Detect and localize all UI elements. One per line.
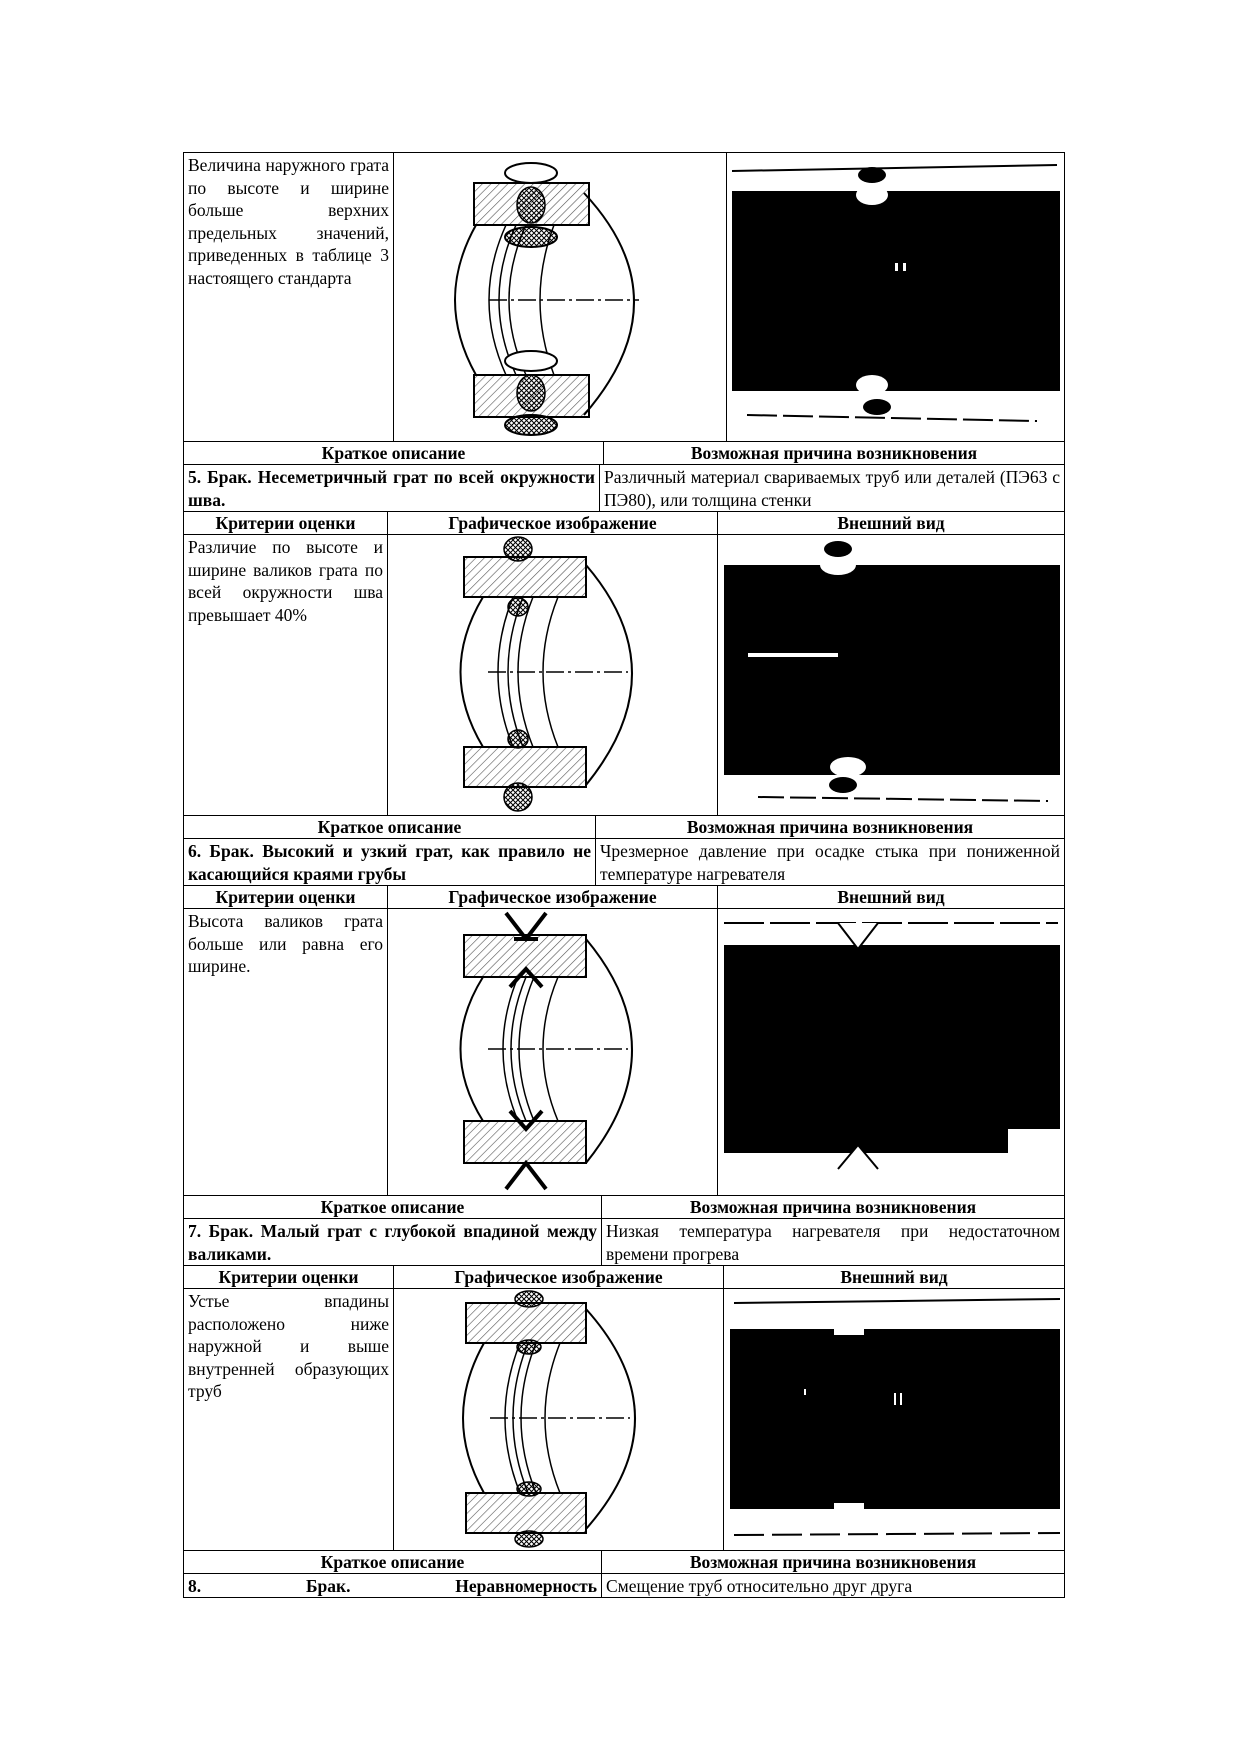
col-view-header: Внешний вид <box>837 887 945 907</box>
desc-row-8 <box>183 1574 1065 1598</box>
cause-header: Возможная причина возникновения <box>690 443 978 463</box>
header-row-5 <box>183 442 1065 465</box>
defect-title: 7. Брак. Малый грат с глубокой впадиной между валиками. <box>184 1219 602 1265</box>
weld-bead-diagram <box>394 1289 724 1550</box>
criteria-text: Различие по высоте и ширине валиков грата по всей окружности шва превышает 40% <box>184 535 388 815</box>
defect-title: 6. Брак. Высокий и узкий грат, как правило не касающийся краями грубы <box>184 839 596 885</box>
col-graphic-header: Графическое изображение <box>394 1266 724 1288</box>
desc-header: Краткое описание <box>184 442 604 464</box>
weld-bead-diagram <box>388 909 718 1195</box>
weld-bead-diagram <box>388 535 718 815</box>
criteria-row-6 <box>183 909 1065 1196</box>
col-header-row-5 <box>183 512 1065 535</box>
desc-row-5 <box>183 465 1065 512</box>
graphic-cell <box>388 909 718 1195</box>
criteria-text: Устье впадины расположено ниже наружной и выше внутренней образующих труб <box>184 1289 394 1550</box>
header-row-7 <box>183 1196 1065 1219</box>
criteria-row-7 <box>183 1289 1065 1551</box>
defect-cause: Низкая температура нагревателя при недостаточном времени прогрева <box>606 1221 1060 1264</box>
cause-header: Возможная причина возникновения <box>686 817 974 837</box>
graphic-cell <box>394 153 727 441</box>
photo-cell <box>724 1289 1064 1550</box>
photo-cell <box>718 535 1064 815</box>
criteria-text: Величина наружного грата по высоте и ширине больше верхних предельных значений, приведенных в таблице 3 настоящего стандарта <box>184 153 394 441</box>
graphic-cell <box>388 535 718 815</box>
desc-row-7 <box>183 1219 1065 1266</box>
desc-header: Краткое описание <box>184 816 596 838</box>
defect-title: 8. Брак. Неравномерность <box>184 1574 602 1597</box>
photo-cell <box>718 909 1064 1195</box>
defects-table <box>183 152 1065 1598</box>
col-criteria-header: Критерии оценки <box>184 886 388 908</box>
desc-header: Краткое описание <box>184 1551 602 1573</box>
col-criteria-header: Критерии оценки <box>184 512 388 534</box>
pipe-photo <box>724 1289 1064 1550</box>
pipe-photo <box>718 535 1064 815</box>
col-view-header: Внешний вид <box>837 513 945 533</box>
desc-header: Краткое описание <box>184 1196 602 1218</box>
col-view-header: Внешний вид <box>840 1267 948 1287</box>
graphic-cell <box>394 1289 724 1550</box>
desc-row-6 <box>183 839 1065 886</box>
pipe-photo <box>727 153 1064 441</box>
header-row-8 <box>183 1551 1065 1574</box>
col-graphic-header: Графическое изображение <box>388 886 718 908</box>
col-header-row-6 <box>183 886 1065 909</box>
header-row-6 <box>183 816 1065 839</box>
col-header-row-7 <box>183 1266 1065 1289</box>
weld-bead-diagram <box>394 153 727 441</box>
cause-header: Возможная причина возникновения <box>689 1197 977 1217</box>
criteria-row-5 <box>183 535 1065 816</box>
photo-cell <box>727 153 1064 441</box>
criteria-row-4 <box>183 152 1065 442</box>
defect-cause: Различный материал свариваемых труб или деталей (ПЭ63 с ПЭ80), или толщина стенки <box>604 467 1060 510</box>
defect-cause: Чрезмерное давление при осадке стыка при пониженной температуре нагревателя <box>600 841 1060 884</box>
col-graphic-header: Графическое изображение <box>388 512 718 534</box>
col-criteria-header: Критерии оценки <box>184 1266 394 1288</box>
pipe-photo <box>718 909 1064 1195</box>
defect-title: 5. Брак. Несеметричный грат по всей окружности шва. <box>184 465 600 511</box>
defect-cause: Смещение труб относительно друг друга <box>606 1576 913 1596</box>
cause-header: Возможная причина возникновения <box>689 1552 977 1572</box>
criteria-text: Высота валиков грата больше или равна его ширине. <box>184 909 388 1195</box>
